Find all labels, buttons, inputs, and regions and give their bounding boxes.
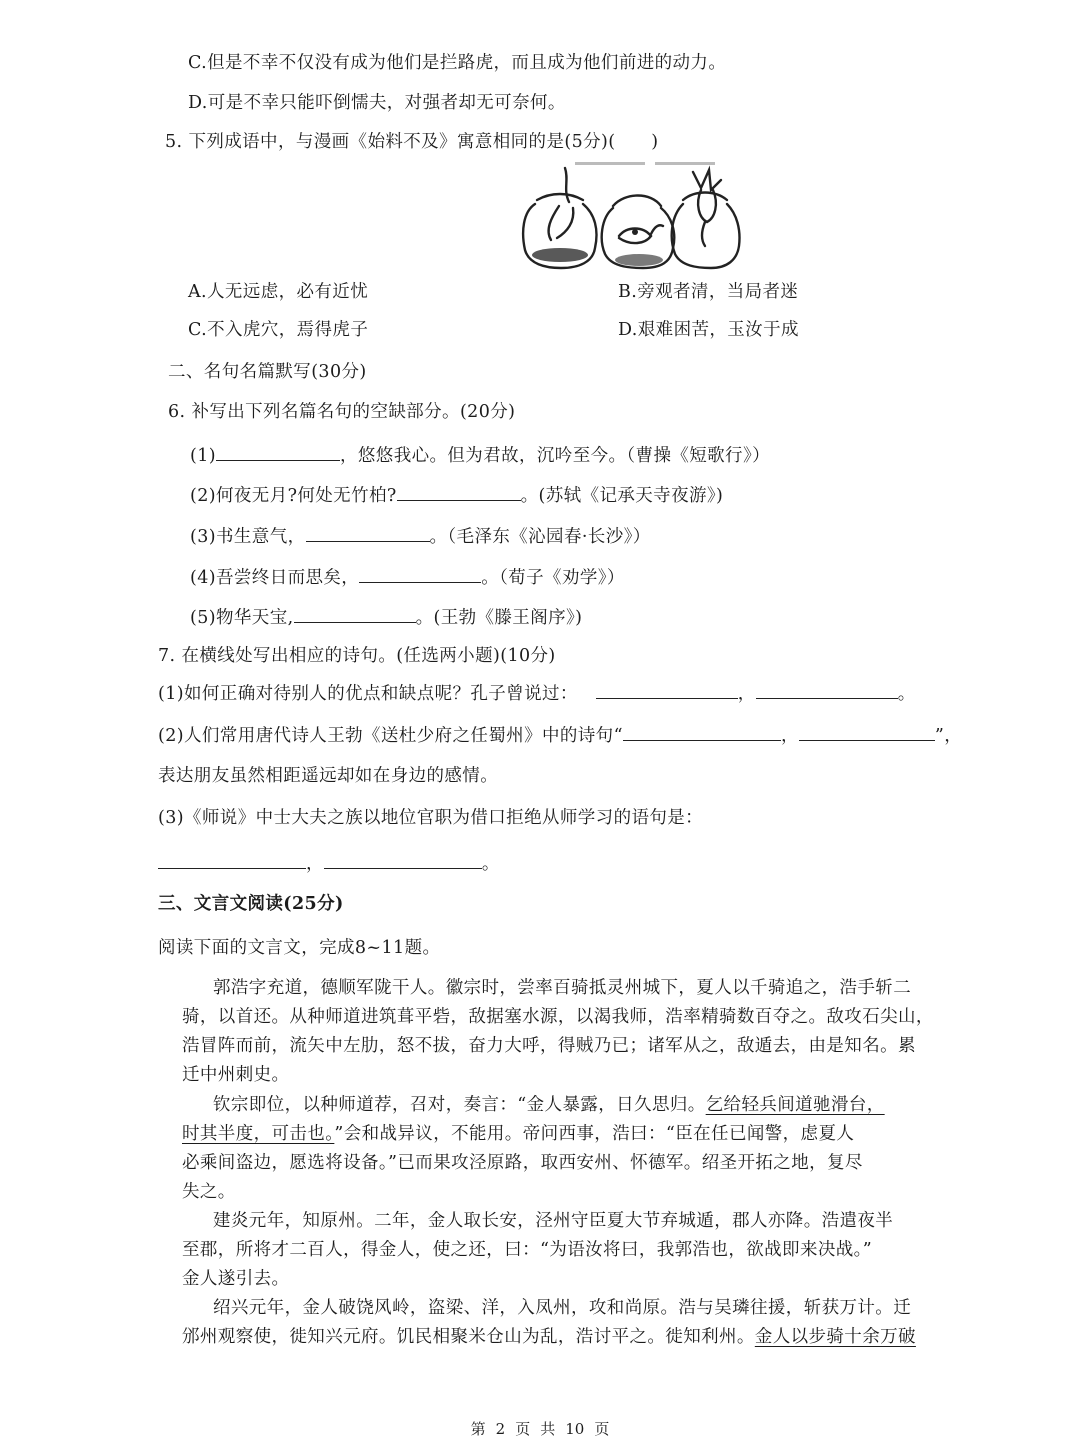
passage-line: 绍兴元年，金人破饶风岭，盗梁、洋，入凤州，攻和尚原。浩与吴璘往援，斩获万计。迁 <box>213 1298 912 1318</box>
question-7-item-2-cont: 表达朋友虽然相距遥远却如在身边的感情。 <box>158 766 499 786</box>
option-4d: D.可是不幸只能吓倒懦夫，对强者却无可奈何。 <box>188 93 566 113</box>
cartoon-jars-illustration <box>515 160 745 275</box>
answer-blank[interactable] <box>158 850 306 869</box>
reading-intro: 阅读下面的文言文，完成8~11题。 <box>158 938 441 958</box>
passage-line: 郭浩字充道，德顺军陇干人。徽宗时，尝率百骑抵灵州城下，夏人以千骑追之，浩手斩二 <box>213 978 912 998</box>
passage-line: 时其半度，可击也。”会和战异议，不能用。帝问西事，浩曰：“臣在任已闻警，虑夏人 <box>182 1124 855 1144</box>
answer-blank[interactable] <box>306 523 430 542</box>
question-6-item-3: (3)书生意气， 。（毛泽东《沁园春·长沙》） <box>190 523 651 549</box>
passage-line: 浩冒阵而前，流矢中左肋，怒不拔，奋力大呼，得贼乃已；诸军从之，敌遁去，由是知名。累 <box>182 1036 916 1056</box>
underlined-sentence: 乞给轻兵间道驰滑台， <box>705 1095 885 1115</box>
section-3-heading: 三、文言文阅读(25分) <box>158 894 344 914</box>
passage-line: 邠州观察使，徙知兴元府。饥民相聚米仓山为乱，浩讨平之。徙知利州。金人以步骑十余万破 <box>182 1327 916 1347</box>
question-7-item-3-answer: ， 。 <box>158 850 500 876</box>
answer-blank[interactable] <box>596 680 738 699</box>
page-number: 2 <box>495 1420 506 1438</box>
answer-blank[interactable] <box>756 680 898 699</box>
answer-blank[interactable] <box>623 722 781 741</box>
passage-line: 金人遂引去。 <box>182 1269 290 1289</box>
answer-blank[interactable] <box>294 604 416 623</box>
answer-blank[interactable] <box>799 722 935 741</box>
passage-line: 建炎元年，知原州。二年，金人取长安，泾州守臣夏大节弃城遁，郡人亦降。浩遣夜半 <box>213 1211 894 1231</box>
section-2-heading: 二、名句名篇默写(30分) <box>168 362 367 382</box>
question-7-item-3: (3)《师说》中士大夫之族以地位官职为借口拒绝从师学习的语句是： <box>158 808 704 828</box>
underlined-sentence: 时其半度，可击也。 <box>182 1124 335 1144</box>
underlined-sentence: 金人以步骑十余万破 <box>754 1327 916 1347</box>
passage-line: 迁中州刺史。 <box>182 1065 290 1085</box>
page-footer: 第 2 页 共 10 页 <box>470 1420 610 1438</box>
option-4c: C.但是不幸不仅没有成为他们是拦路虎，而且成为他们前进的动力。 <box>188 53 727 73</box>
answer-blank[interactable] <box>359 564 481 583</box>
question-5-stem: 5. 下列成语中，与漫画《始料不及》寓意相同的是(5分)( ) <box>165 132 659 152</box>
passage-line: 钦宗即位，以种师道荐，召对，奏言：“金人暴露，日久思归。乞给轻兵间道驰滑台， <box>213 1095 885 1115</box>
question-6-item-4: (4)吾尝终日而思矣， 。（荀子《劝学》） <box>190 564 625 590</box>
option-5a: A.人无远虑，必有近忧 <box>188 282 369 302</box>
passage-line: 至郡，所将才二百人，得金人，使之还，曰：“为语汝将曰，我郭浩也，欲战即来决战。” <box>182 1240 873 1260</box>
passage-line: 骑，以首还。从种师道进筑葺平砦，敌据塞水源，以渴我师，浩率精骑数百夺之。敌攻石尖山， <box>182 1007 934 1027</box>
question-6-item-5: (5)物华天宝, 。(王勃《滕王阁序》) <box>190 604 582 630</box>
question-7-item-2: (2)人们常用唐代诗人王勃《送杜少府之任蜀州》中的诗句“ ， ”， <box>158 722 962 748</box>
answer-blank[interactable] <box>397 482 521 501</box>
option-5d: D.艰难困苦，玉汝于成 <box>618 320 799 340</box>
answer-blank[interactable] <box>324 850 482 869</box>
question-6-item-1: (1) ，悠悠我心。但为君故，沉吟至今。（曹操《短歌行》） <box>190 442 770 468</box>
question-7-item-1: (1)如何正确对待别人的优点和缺点呢？孔子曾说过： ， 。 <box>158 680 916 706</box>
option-5b: B.旁观者清，当局者迷 <box>618 282 799 302</box>
question-7-stem: 7. 在横线处写出相应的诗句。(任选两小题)(10分) <box>158 646 556 666</box>
question-6-stem: 6. 补写出下列名篇名句的空缺部分。(20分) <box>168 402 516 422</box>
passage-line: 失之。 <box>182 1182 236 1202</box>
passage-line: 必乘间盗边，愿选将设备。”已而果攻泾原路，取西安州、怀德军。绍圣开拓之地，复尽 <box>182 1153 863 1173</box>
question-6-item-2: (2)何夜无月?何处无竹柏? 。(苏轼《记承天寺夜游》) <box>190 482 723 508</box>
answer-blank[interactable] <box>216 442 340 461</box>
page-total: 10 <box>565 1420 585 1438</box>
option-5c: C.不入虎穴，焉得虎子 <box>188 320 369 340</box>
